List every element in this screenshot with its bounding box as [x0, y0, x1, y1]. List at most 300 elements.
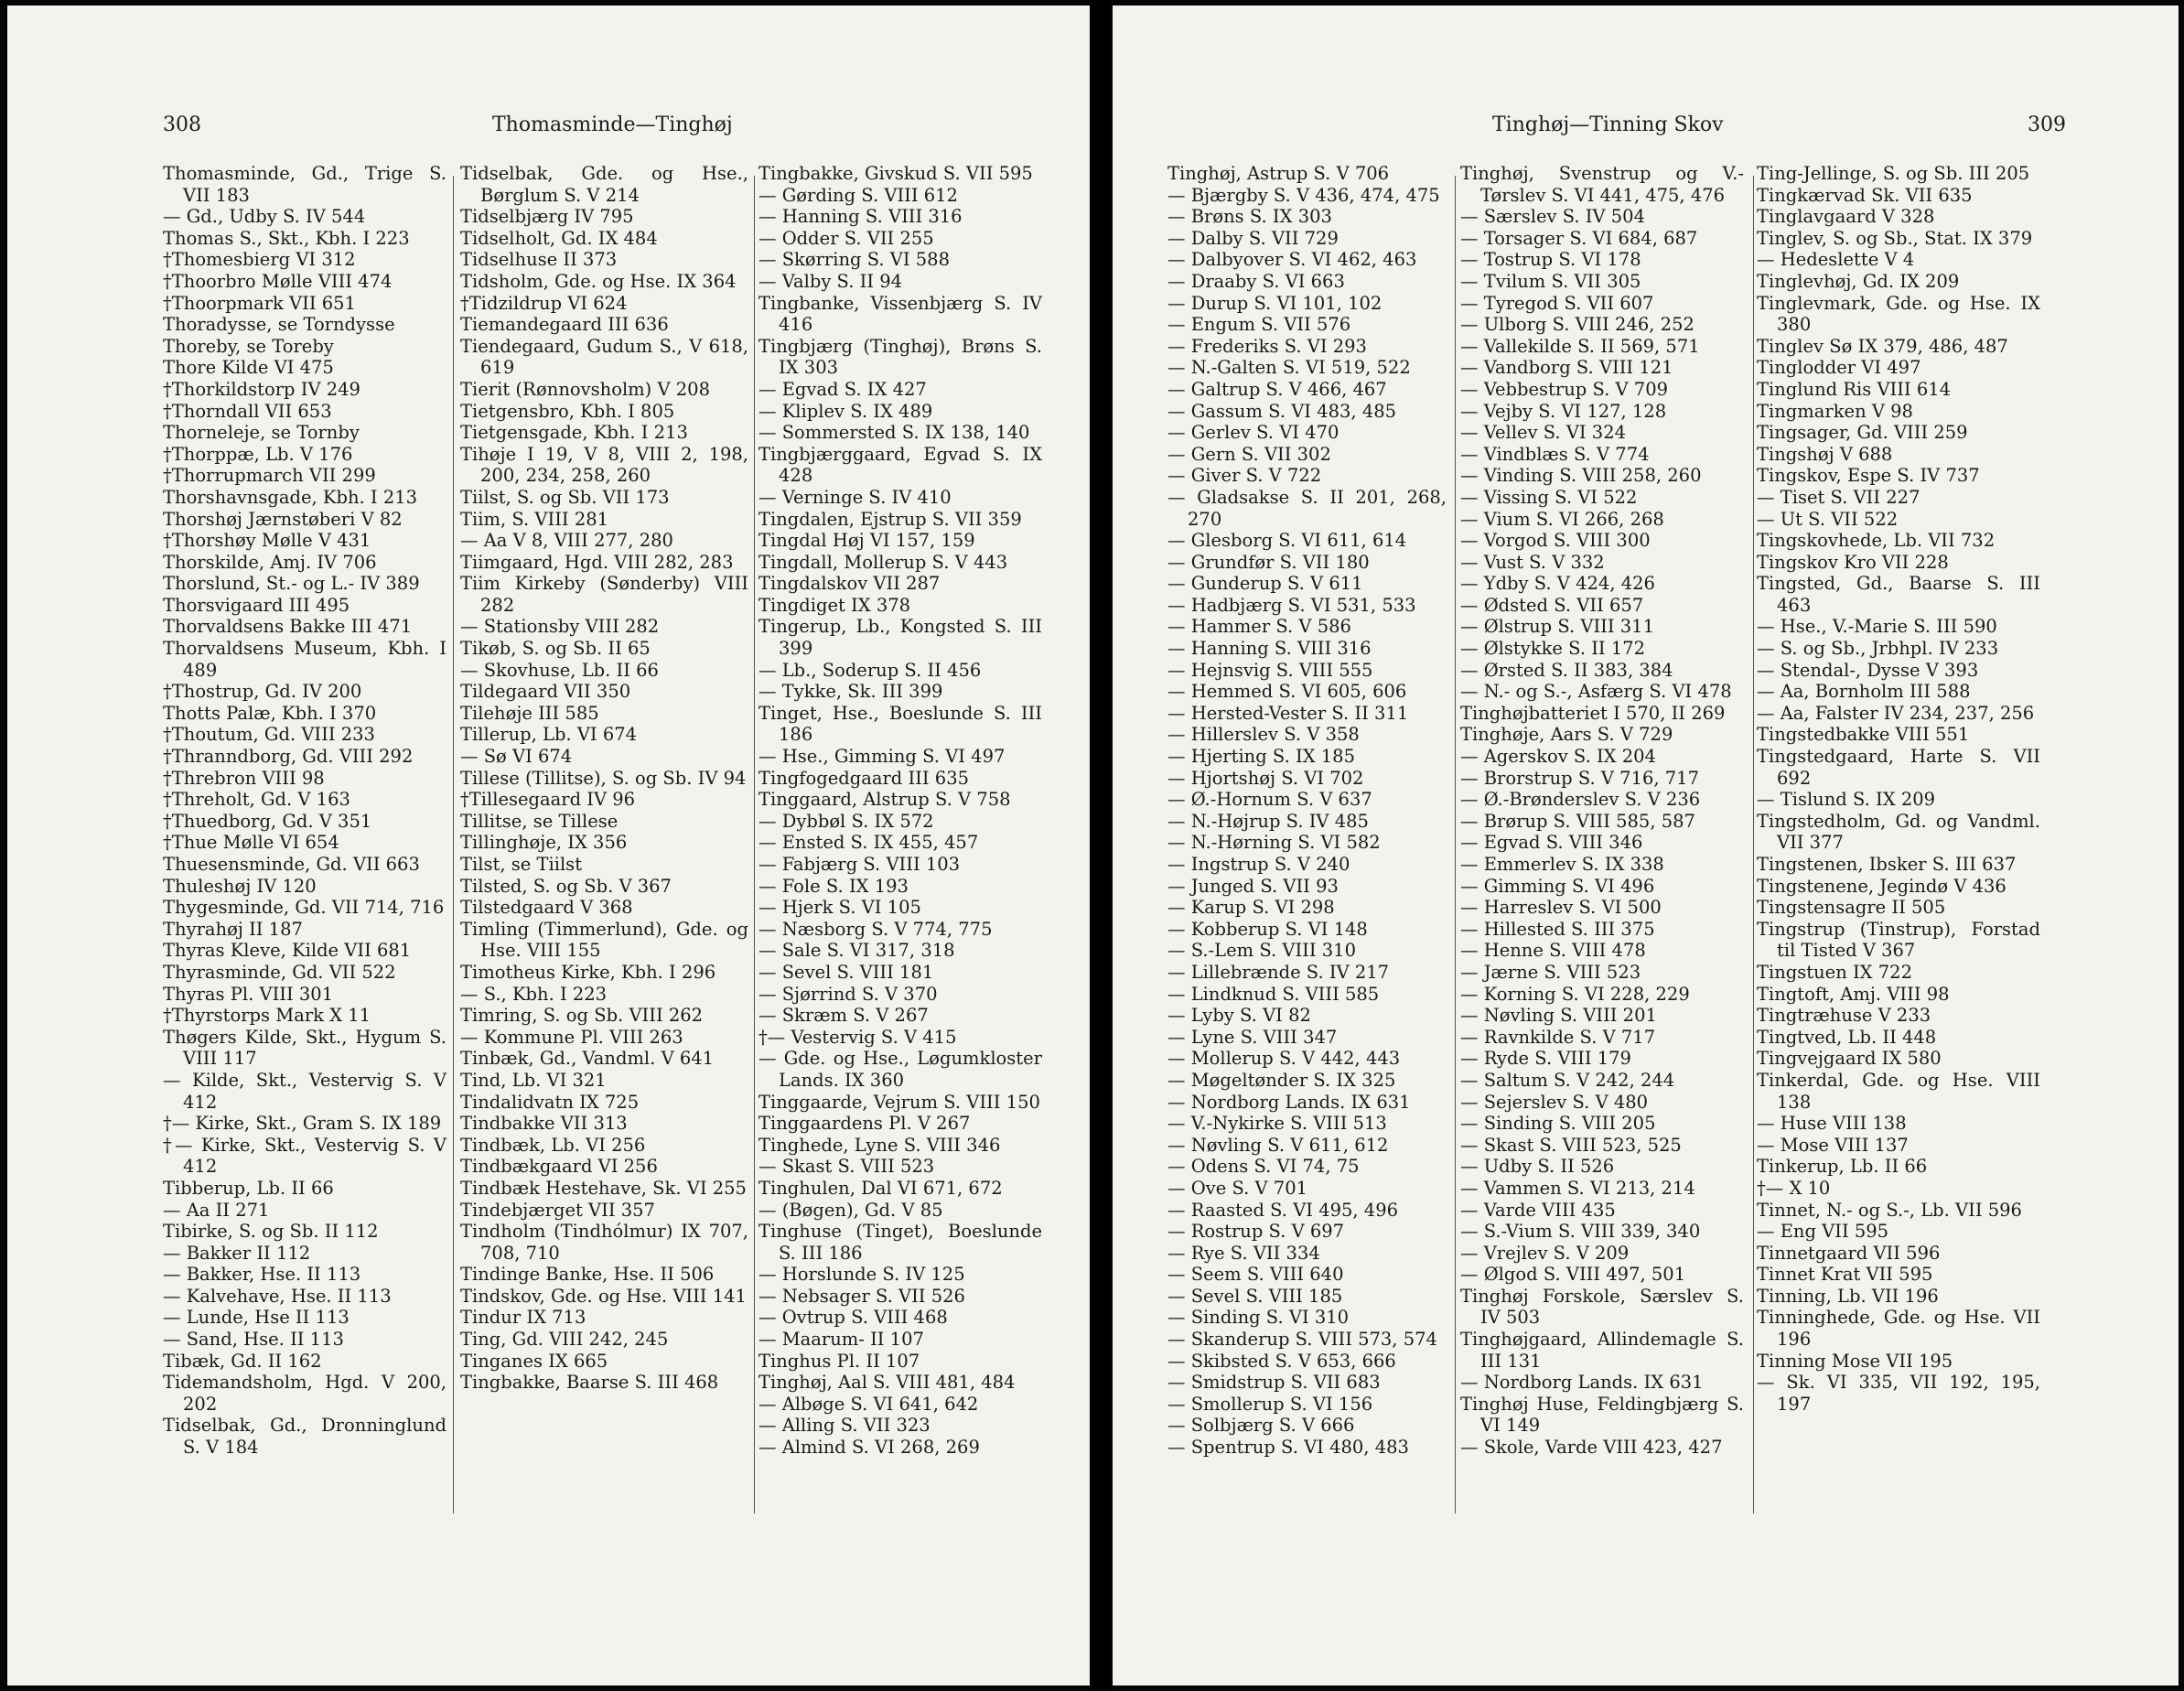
index-entry: Tiim Kirkeby (Sønderby) VIII 282: [460, 573, 748, 616]
index-entry: Tinbæk, Gd., Vandml. V 641: [460, 1048, 715, 1070]
index-entry: — Ut S. VII 522: [1757, 508, 1899, 530]
index-entry: — Dalbyover S. VI 462, 463: [1167, 249, 1417, 271]
index-entry: Tingsted, Gd., Baarse S. III 463: [1757, 573, 2040, 616]
index-entry: Thyras Kleve, Kilde VII 681: [163, 940, 412, 962]
index-entry: Tinghøjbatteriet I 570, II 269: [1460, 702, 1726, 724]
index-entry: — Fole S. IX 193: [758, 875, 909, 897]
index-entry: — Seem S. VIII 640: [1167, 1264, 1344, 1286]
index-entry: — Skast S. VIII 523: [758, 1156, 935, 1178]
index-entry: — Nebsager S. VII 526: [758, 1285, 965, 1307]
index-entry: Tindur IX 713: [460, 1307, 586, 1329]
index-entry: Tinninghede, Gde. og Hse. VII 196: [1757, 1307, 2040, 1351]
index-entry: — Ulborg S. VIII 246, 252: [1460, 314, 1694, 336]
index-entry: — Odens S. VI 74, 75: [1167, 1156, 1360, 1178]
index-entry: — Skræm S. V 267: [758, 1005, 929, 1027]
index-entry: Thuleshøj IV 120: [163, 875, 317, 897]
index-entry: Tillese (Tillitse), S. og Sb. IV 94: [460, 767, 747, 789]
index-entry: — Bakker II 112: [163, 1242, 311, 1264]
index-entry: — Almind S. VI 268, 269: [758, 1437, 980, 1459]
index-entry: Tinning, Lb. VII 196: [1757, 1285, 1939, 1307]
index-entry: — Ydby S. V 424, 426: [1460, 573, 1655, 595]
index-entry: — Kommune Pl. VIII 263: [460, 1026, 683, 1048]
index-entry: — Kobberup S. VI 148: [1167, 918, 1368, 940]
index-entry: Tinnet Krat VII 595: [1757, 1264, 1933, 1286]
index-entry: — Møgeltønder S. IX 325: [1167, 1069, 1396, 1091]
index-entry: Tinghus Pl. II 107: [758, 1350, 920, 1372]
index-entry: Tingdall, Mollerup S. V 443: [758, 551, 1008, 573]
index-entry: Tinkerdal, Gde. og Hse. VIII 138: [1757, 1069, 2040, 1113]
index-entry: Tilstedgaard V 368: [460, 897, 633, 919]
index-entry: Tinglund Ris VIII 614: [1757, 378, 1952, 400]
index-entry: Tingdal Høj VI 157, 159: [758, 530, 975, 552]
index-entry: — Draaby S. VI 663: [1167, 270, 1345, 292]
index-entry: — Sommersted S. IX 138, 140: [758, 422, 1030, 444]
index-entry: — Albøge S. VI 641, 642: [758, 1393, 979, 1415]
index-entry: — Gern S. VII 302: [1167, 443, 1331, 465]
index-entry: — Tyregod S. VII 607: [1460, 292, 1654, 314]
index-entry: Tinggaardens Pl. V 267: [758, 1113, 971, 1135]
index-entry: — Tykke, Sk. III 399: [758, 681, 943, 703]
index-entry: — N.-Galten S. VI 519, 522: [1167, 357, 1411, 379]
index-entry: — Sinding S. VIII 205: [1460, 1113, 1656, 1135]
index-entry: — Bakker, Hse. II 113: [163, 1264, 361, 1286]
index-entry: — Vindblæs S. V 774: [1460, 443, 1650, 465]
index-entry: — Sand, Hse. II 113: [163, 1329, 344, 1351]
index-entry: — Horslunde S. IV 125: [758, 1264, 965, 1286]
index-entry: Tilehøje III 585: [460, 702, 599, 724]
page-number: 309: [2028, 113, 2066, 136]
running-head: Tinghøj—Tinning Skov: [1492, 113, 1724, 136]
index-entry: — Gde. og Hse., Løgumkloster Lands. IX 360: [758, 1048, 1042, 1091]
index-entry: — Hjortshøj S. VI 702: [1167, 767, 1364, 789]
index-entry: — Aa, Bornholm III 588: [1757, 681, 1971, 703]
index-entry: †Threbron VIII 98: [163, 767, 325, 789]
index-entry: — N.- og S.-, Asfærg S. VI 478: [1460, 681, 1732, 703]
index-entry: Ting, Gd. VIII 242, 245: [460, 1329, 669, 1351]
index-entry: Tidselbak, Gd., Dronninglund S. V 184: [163, 1415, 446, 1459]
index-entry: Thorsvigaard III 495: [163, 594, 350, 616]
index-entry: — Sk. VI 335, VII 192, 195, 197: [1757, 1372, 2040, 1415]
index-entry: — Smollerup S. VI 156: [1167, 1393, 1373, 1415]
index-entry: — Tiset S. VII 227: [1757, 486, 1920, 508]
index-entry: — Hanning S. VIII 316: [758, 206, 963, 228]
index-entry: — Dalby S. VII 729: [1167, 227, 1339, 249]
index-entry: Thorskilde, Amj. IV 706: [163, 551, 377, 573]
index-entry: †Thorkildstorp IV 249: [163, 378, 360, 400]
column-rule: [1753, 176, 1754, 1513]
index-entry: — N.-Højrup S. IV 485: [1167, 810, 1369, 832]
index-entry: — Ingstrup S. V 240: [1167, 854, 1350, 875]
index-entry: — Hanning S. VIII 316: [1167, 638, 1372, 660]
index-entry: — Verninge S. IV 410: [758, 486, 952, 508]
index-entry: Tinghøj Forskole, Særslev S. IV 503: [1460, 1285, 1744, 1329]
index-entry: Tingskov, Espe S. IV 737: [1757, 465, 1980, 487]
index-entry: — Lyne S. VIII 347: [1167, 1026, 1338, 1048]
index-entry: — Gassum S. VI 483, 485: [1167, 400, 1397, 422]
index-entry: — Hadbjærg S. VI 531, 533: [1167, 594, 1416, 616]
index-entry: Tibæk, Gd. II 162: [163, 1350, 322, 1372]
index-entry: Tinglevmark, Gde. og Hse. IX 380: [1757, 292, 2040, 336]
index-entry: — Sejerslev S. V 480: [1460, 1091, 1649, 1113]
index-entry: Tidselholt, Gd. IX 484: [460, 227, 658, 249]
index-entry: — Nordborg Lands. IX 631: [1460, 1372, 1704, 1394]
index-entry: — Saltum S. V 242, 244: [1460, 1069, 1675, 1091]
index-entry: Tinghede, Lyne S. VIII 346: [758, 1134, 1001, 1156]
index-entry: — Vissing S. VI 522: [1460, 486, 1638, 508]
index-entry: Tidemandsholm, Hgd. V 200, 202: [163, 1372, 446, 1415]
index-entry: — Kalvehave, Hse. II 113: [163, 1285, 392, 1307]
index-entry: Tinglevhøj, Gd. IX 209: [1757, 270, 1960, 292]
index-entry: Thotts Palæ, Kbh. I 370: [163, 702, 377, 724]
index-entry: — Vejby S. VI 127, 128: [1460, 400, 1667, 422]
index-entry: †— Vestervig S. V 415: [758, 1026, 957, 1048]
index-entry: Thyrasminde, Gd. VII 522: [163, 961, 396, 983]
index-entry: †— Kirke, Skt., Vestervig S. V 412: [163, 1134, 446, 1178]
index-entry: Thøgers Kilde, Skt., Hygum S. VIII 117: [163, 1026, 446, 1070]
index-entry: — Kliplev S. IX 489: [758, 400, 933, 422]
index-entry: Tingstedgaard, Harte S. VII 692: [1757, 746, 2040, 789]
index-entry: Tingtoft, Amj. VIII 98: [1757, 983, 1950, 1005]
index-entry: — Stationsby VIII 282: [460, 616, 660, 638]
index-entry: — Nøvling S. V 611, 612: [1167, 1134, 1389, 1156]
index-entry: Tingdiget IX 378: [758, 594, 911, 616]
index-entry: — Alling S. VII 323: [758, 1415, 931, 1437]
index-entry: Tindebjærget VII 357: [460, 1199, 655, 1221]
index-entry: †— Kirke, Skt., Gram S. IX 189: [163, 1113, 442, 1135]
index-entry: — Vellev S. VI 324: [1460, 422, 1627, 444]
index-entry: — Gladsakse S. II 201, 268, 270: [1167, 486, 1447, 530]
index-entry: — Ensted S. IX 455, 457: [758, 832, 979, 854]
index-entry: Tingskov Kro VII 228: [1757, 551, 1949, 573]
index-entry: — Ove S. V 701: [1167, 1177, 1308, 1199]
index-entry: — N.-Hørning S. VI 582: [1167, 832, 1381, 854]
index-entry: — Udby S. II 526: [1460, 1156, 1615, 1178]
index-entry: — Hammer S. V 586: [1167, 616, 1351, 638]
index-entry: Tingstensagre II 505: [1757, 897, 1946, 919]
index-entry: Tinghøj, Aal S. VIII 481, 484: [758, 1372, 1016, 1394]
index-entry: Thorslund, St.- og L.- IV 389: [163, 573, 420, 595]
index-entry: Thorshavnsgade, Kbh. I 213: [163, 486, 418, 508]
index-entry: Timling (Timmerlund), Gde. og Hse. VIII 155: [460, 918, 748, 962]
index-entry: †Thorrupmarch VII 299: [163, 465, 376, 487]
index-column-1: [163, 163, 446, 1459]
index-entry: Tingbakke, Baarse S. III 468: [460, 1372, 719, 1394]
index-entry: — Agerskov S. IX 204: [1460, 746, 1656, 768]
index-entry: — Hjerk S. VI 105: [758, 897, 921, 919]
index-entry: — Vammen S. VI 213, 214: [1460, 1177, 1695, 1199]
index-entry: Tingdalen, Ejstrup S. VII 359: [758, 508, 1022, 530]
index-entry: Tind, Lb. VI 321: [460, 1069, 607, 1091]
index-entry: Tinghøje, Aars S. V 729: [1460, 724, 1673, 746]
index-entry: Tillerup, Lb. VI 674: [460, 724, 638, 746]
index-entry: †Thoorbro Mølle VIII 474: [163, 270, 393, 292]
index-entry: Tietgensgade, Kbh. I 213: [460, 422, 688, 444]
index-entry: — Skole, Varde VIII 423, 427: [1460, 1437, 1723, 1459]
index-entry: — Lunde, Hse II 113: [163, 1307, 350, 1329]
index-entry: Tilsted, S. og Sb. V 367: [460, 875, 672, 897]
index-entry: — Sjørrind S. V 370: [758, 983, 938, 1005]
index-entry: — Vium S. VI 266, 268: [1460, 508, 1664, 530]
index-entry: — Ravnkilde S. V 717: [1460, 1026, 1656, 1048]
index-entry: Tingstedholm, Gd. og Vandml. VII 377: [1757, 810, 2040, 854]
index-entry: Tingbanke, Vissenbjærg S. IV 416: [758, 292, 1042, 336]
index-entry: Tiemandegaard III 636: [460, 314, 669, 336]
index-entry: — Junged S. VII 93: [1167, 875, 1339, 897]
index-entry: Thoradysse, se Torndysse: [163, 314, 395, 336]
index-entry: — Aa, Falster IV 234, 237, 256: [1757, 702, 2035, 724]
index-entry: — Vebbestrup S. V 709: [1460, 378, 1669, 400]
index-entry: Tidsholm, Gde. og Hse. IX 364: [460, 270, 737, 292]
index-entry: Tinghøjgaard, Allindemagle S. III 131: [1460, 1329, 1744, 1372]
index-entry: Tihøje I 19, V 8, VIII 2, 198, 200, 234, 258, 260: [460, 443, 748, 487]
index-entry: Thorvaldsens Bakke III 471: [163, 616, 413, 638]
index-entry: Tinghøj, Svenstrup og V.-Tørslev S. VI 441, 475, 476: [1460, 163, 1744, 206]
index-entry: — Vinding S. VIII 258, 260: [1460, 465, 1702, 487]
index-entry: — Skibsted S. V 653, 666: [1167, 1350, 1396, 1372]
index-column-1: [1167, 163, 1447, 1459]
index-entry: Tingstenen, Ibsker S. III 637: [1757, 854, 2017, 875]
index-entry: †Thyrstorps Mark X 11: [163, 1005, 371, 1027]
index-entry: Tingstenene, Jegindø V 436: [1757, 875, 2006, 897]
index-entry: — Hse., V.-Marie S. III 590: [1757, 616, 1997, 638]
index-entry: — Emmerlev S. IX 338: [1460, 854, 1664, 875]
index-entry: Tindskov, Gde. og Hse. VIII 141: [460, 1285, 747, 1307]
index-entry: — Tislund S. IX 209: [1757, 789, 1936, 811]
index-entry: †Tidzildrup VI 624: [460, 292, 628, 314]
index-entry: — Vorgod S. VIII 300: [1460, 530, 1651, 552]
index-entry: Tinkerup, Lb. II 66: [1757, 1156, 1928, 1178]
index-entry: †Thostrup, Gd. IV 200: [163, 681, 362, 703]
index-entry: — Gd., Udby S. IV 544: [163, 206, 366, 228]
index-entry: — Ovtrup S. VIII 468: [758, 1307, 948, 1329]
index-entry: Thorvaldsens Museum, Kbh. I 489: [163, 638, 446, 681]
index-entry: — Brørup S. VIII 585, 587: [1460, 810, 1695, 832]
index-entry: — S.-Vium S. VIII 339, 340: [1460, 1221, 1701, 1243]
index-entry: Thore Kilde VI 475: [163, 357, 334, 379]
index-entry: — Sale S. VI 317, 318: [758, 940, 955, 962]
index-entry: — Hse., Gimming S. VI 497: [758, 746, 1006, 768]
index-entry: — Tostrup S. VI 178: [1460, 249, 1641, 271]
index-entry: — Vandborg S. VIII 121: [1460, 357, 1673, 379]
index-entry: Tinggaard, Alstrup S. V 758: [758, 789, 1011, 811]
index-entry: Thoreby, se Toreby: [163, 335, 334, 357]
index-entry: — Maarum- II 107: [758, 1329, 924, 1351]
index-entry: Tindholm (Tindhólmur) IX 707, 708, 710: [460, 1221, 748, 1264]
index-entry: — Særslev S. IV 504: [1460, 206, 1645, 228]
index-entry: — Sevel S. VIII 185: [1167, 1285, 1343, 1307]
index-entry: — Egvad S. VIII 346: [1460, 832, 1643, 854]
index-entry: †Thoutum, Gd. VIII 233: [163, 724, 375, 746]
index-entry: Tilst, se Tiilst: [460, 854, 583, 875]
index-entry: — S. og Sb., Jrbhpl. IV 233: [1757, 638, 1999, 660]
index-entry: Tingerup, Lb., Kongsted S. III 399: [758, 616, 1042, 660]
index-entry: — Sø VI 674: [460, 746, 573, 768]
index-entry: — Eng VII 595: [1757, 1221, 1889, 1243]
index-entry: Tingfogedgaard III 635: [758, 767, 970, 789]
index-entry: — Engum S. VII 576: [1167, 314, 1351, 336]
index-entry: — Aa II 271: [163, 1199, 270, 1221]
index-entry: †Thuedborg, Gd. V 351: [163, 810, 372, 832]
index-entry: Tinglavgaard V 328: [1757, 206, 1935, 228]
index-entry: — Lb., Soderup S. II 456: [758, 659, 982, 681]
index-entry: †Thue Mølle VI 654: [163, 832, 339, 854]
index-entry: Tingstedbakke VIII 551: [1757, 724, 1970, 746]
index-entry: — Harreslev S. VI 500: [1460, 897, 1662, 919]
index-entry: Tingbjærggaard, Egvad S. IX 428: [758, 443, 1042, 487]
index-entry: Tingbakke, Givskud S. VII 595: [758, 163, 1033, 184]
index-entry: Tinggaarde, Vejrum S. VIII 150: [758, 1091, 1040, 1113]
index-entry: — Nøvling S. VIII 201: [1460, 1005, 1657, 1027]
index-entry: — V.-Nykirke S. VIII 513: [1167, 1113, 1387, 1135]
right-page: [1113, 5, 2179, 1686]
index-entry: Tingtved, Lb. II 448: [1757, 1026, 1937, 1048]
index-entry: Tingstrup (Tinstrup), Forstad til Tisted V 367: [1757, 918, 2040, 962]
index-entry: — Lindknud S. VIII 585: [1167, 983, 1380, 1005]
index-entry: Tingvejgaard IX 580: [1757, 1048, 1942, 1070]
index-entry: — Dybbøl S. IX 572: [758, 810, 934, 832]
index-entry: — Hillested S. III 375: [1460, 918, 1655, 940]
index-entry: Tikøb, S. og Sb. II 65: [460, 638, 651, 660]
index-entry: Tibirke, S. og Sb. II 112: [163, 1221, 379, 1243]
index-entry: — Hejnsvig S. VIII 555: [1167, 659, 1373, 681]
index-entry: — Hemmed S. VI 605, 606: [1167, 681, 1407, 703]
index-entry: — Kilde, Skt., Vestervig S. V 412: [163, 1069, 446, 1113]
index-entry: Tingkærvad Sk. VII 635: [1757, 184, 1973, 206]
index-entry: — (Bøgen), Gd. V 85: [758, 1199, 943, 1221]
index-entry: Thuesensminde, Gd. VII 663: [163, 854, 420, 875]
index-entry: Tindbæk Hestehave, Sk. VI 255: [460, 1177, 747, 1199]
index-entry: Tingtræhuse V 233: [1757, 1005, 1931, 1027]
index-entry: — Fabjærg S. VIII 103: [758, 854, 961, 875]
index-entry: — Hedeslette V 4: [1757, 249, 1915, 271]
index-entry: Thomasminde, Gd., Trige S. VII 183: [163, 163, 446, 206]
index-entry: — Ølstrup S. VIII 311: [1460, 616, 1654, 638]
index-entry: Timotheus Kirke, Kbh. I 296: [460, 961, 716, 983]
index-entry: — Durup S. VI 101, 102: [1167, 292, 1382, 314]
index-entry: Tinghuse (Tinget), Boeslunde S. III 186: [758, 1221, 1042, 1264]
index-entry: — Skanderup S. VIII 573, 574: [1167, 1329, 1437, 1351]
column-rule: [754, 176, 755, 1513]
index-entry: — S.-Lem S. VIII 310: [1167, 940, 1356, 962]
index-entry: Tinglodder VI 497: [1757, 357, 1921, 379]
index-entry: Tinghøj Huse, Feldingbjærg S. VI 149: [1460, 1393, 1744, 1437]
index-entry: Tinnetgaard VII 596: [1757, 1242, 1941, 1264]
index-entry: — Sinding S. VI 310: [1167, 1307, 1350, 1329]
index-entry: Tingstuen IX 722: [1757, 961, 1912, 983]
left-page: [7, 5, 1090, 1686]
index-entry: — Ølgod S. VIII 497, 501: [1460, 1264, 1686, 1286]
index-entry: Thygesminde, Gd. VII 714, 716: [163, 897, 445, 919]
index-entry: — Odder S. VII 255: [758, 227, 934, 249]
index-entry: — Giver S. V 722: [1167, 465, 1322, 487]
index-entry: — Ø.-Brønderslev S. V 236: [1460, 789, 1701, 811]
index-entry: Thyrahøj II 187: [163, 918, 303, 940]
index-entry: — Grundfør S. VII 180: [1167, 551, 1370, 573]
index-entry: — Solbjærg S. V 666: [1167, 1415, 1355, 1437]
index-entry: Tingskovhede, Lb. VII 732: [1757, 530, 1996, 552]
index-entry: Thorshøj Jærnstøberi V 82: [163, 508, 403, 530]
index-entry: — Ølstykke S. II 172: [1460, 638, 1646, 660]
index-entry: — Rye S. VII 334: [1167, 1242, 1320, 1264]
book-gutter: [1092, 0, 1111, 1691]
index-entry: Thyras Pl. VIII 301: [163, 983, 334, 1005]
index-entry: — Stendal-, Dysse V 393: [1757, 659, 1979, 681]
index-entry: — Ødsted S. VII 657: [1460, 594, 1644, 616]
index-entry: — Lillebrænde S. IV 217: [1167, 961, 1390, 983]
index-entry: — Huse VIII 138: [1757, 1113, 1907, 1135]
index-entry: — Brøns S. IX 303: [1167, 206, 1332, 228]
index-entry: Tingdalskov VII 287: [758, 573, 941, 595]
index-entry: — Aa V 8, VIII 277, 280: [460, 530, 673, 552]
index-entry: — Frederiks S. VI 293: [1167, 335, 1367, 357]
index-entry: Tierit (Rønnovsholm) V 208: [460, 378, 710, 400]
index-entry: Tiim, S. VIII 281: [460, 508, 609, 530]
index-entry: — Raasted S. VI 495, 496: [1167, 1199, 1399, 1221]
index-entry: Tinget, Hse., Boeslunde S. III 186: [758, 702, 1042, 746]
index-entry: — Hersted-Vester S. II 311: [1167, 702, 1409, 724]
index-entry: Tillinghøje, IX 356: [460, 832, 628, 854]
index-entry: — Hillerslev S. V 358: [1167, 724, 1360, 746]
index-entry: Tidselbjærg IV 795: [460, 206, 634, 228]
index-entry: Tinghøj, Astrup S. V 706: [1167, 163, 1390, 184]
index-entry: Tinghulen, Dal VI 671, 672: [758, 1177, 1003, 1199]
index-entry: Tidselbak, Gde. og Hse., Børglum S. V 214: [460, 163, 748, 206]
index-entry: Tinglev Sø IX 379, 486, 487: [1757, 335, 2008, 357]
index-entry: Tindbæk, Lb. VI 256: [460, 1134, 646, 1156]
column-rule: [453, 176, 454, 1513]
index-entry: Thorneleje, se Tornby: [163, 422, 360, 444]
index-column-2: [1460, 163, 1744, 1459]
index-entry: — Gerlev S. VI 470: [1167, 422, 1339, 444]
index-entry: — Egvad S. IX 427: [758, 378, 927, 400]
index-column-3: [1757, 163, 2040, 1415]
index-entry: Tinganes IX 665: [460, 1350, 608, 1372]
index-entry: Tindalidvatn IX 725: [460, 1091, 640, 1113]
index-entry: — Rostrup S. V 697: [1167, 1221, 1345, 1243]
page-number: 308: [163, 113, 201, 136]
column-rule: [1455, 176, 1456, 1513]
index-entry: — Smidstrup S. VII 683: [1167, 1372, 1381, 1394]
index-entry: Tiimgaard, Hgd. VIII 282, 283: [460, 551, 734, 573]
index-entry: — Varde VIII 435: [1460, 1199, 1616, 1221]
index-entry: Tietgensbro, Kbh. I 805: [460, 400, 675, 422]
index-entry: — Hjerting S. IX 185: [1167, 746, 1355, 768]
index-entry: Tinnet, N.- og S.-, Lb. VII 596: [1757, 1199, 2022, 1221]
index-entry: Ting-Jellinge, S. og Sb. III 205: [1757, 163, 2030, 184]
index-entry: †— X 10: [1757, 1177, 1831, 1199]
index-entry: — Vust S. V 332: [1460, 551, 1605, 573]
index-entry: — Vrejlev S. V 209: [1460, 1242, 1630, 1264]
index-entry: — Henne S. VIII 478: [1460, 940, 1646, 962]
index-column-2: [460, 163, 748, 1394]
index-entry: Tidselhuse II 373: [460, 249, 618, 271]
index-entry: — Ørsted S. II 383, 384: [1460, 659, 1673, 681]
index-entry: — Lyby S. VI 82: [1167, 1005, 1311, 1027]
index-entry: Tinglev, S. og Sb., Stat. IX 379: [1757, 227, 2033, 249]
index-entry: — Vallekilde S. II 569, 571: [1460, 335, 1700, 357]
index-entry: Timring, S. og Sb. VIII 262: [460, 1005, 704, 1027]
index-entry: Tibberup, Lb. II 66: [163, 1177, 334, 1199]
index-entry: — Mollerup S. V 442, 443: [1167, 1048, 1401, 1070]
index-entry: †Threholt, Gd. V 163: [163, 789, 350, 811]
index-entry: — Ø.-Hornum S. V 637: [1167, 789, 1372, 811]
index-entry: †Thorppæ, Lb. V 176: [163, 443, 353, 465]
index-entry: Tiilst, S. og Sb. VII 173: [460, 486, 670, 508]
index-column-3: [758, 163, 1042, 1459]
index-entry: Tingbjærg (Tinghøj), Brøns S. IX 303: [758, 335, 1042, 379]
index-entry: Tinning Mose VII 195: [1757, 1350, 1953, 1372]
index-entry: Tindbakke VII 313: [460, 1113, 628, 1135]
